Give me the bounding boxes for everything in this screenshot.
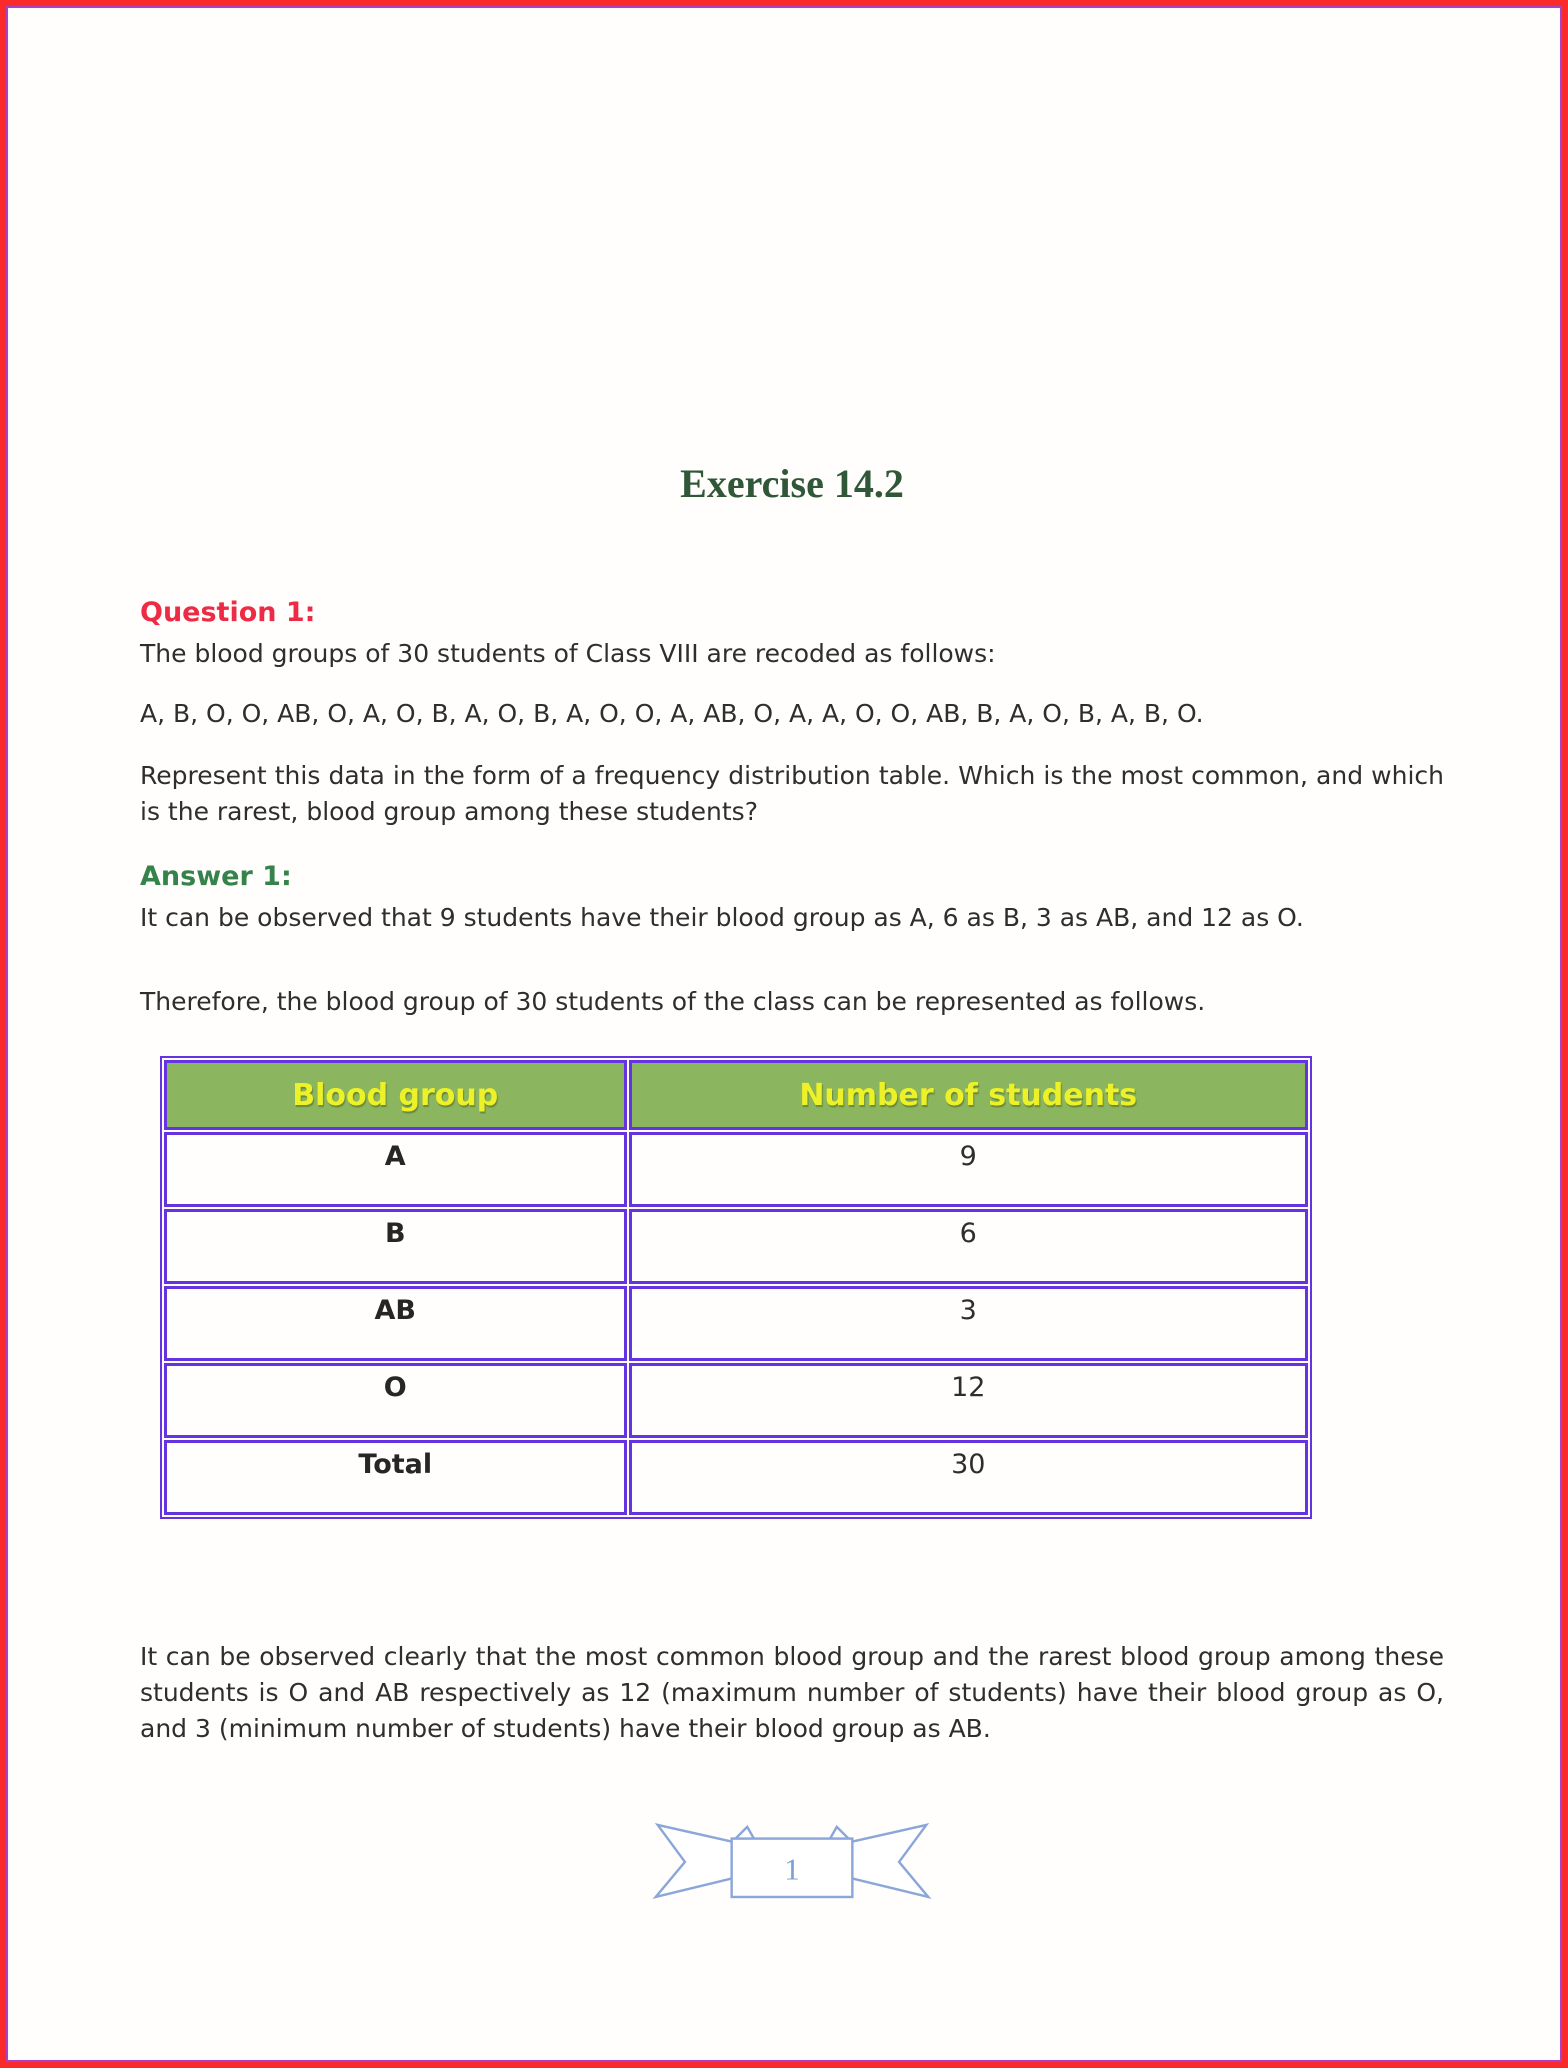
frequency-distribution-table — [160, 1056, 1312, 1519]
table-cell-group: AB — [164, 1286, 627, 1361]
table-cell-count: 9 — [629, 1132, 1309, 1207]
ribbon-banner-icon — [646, 1819, 938, 1901]
table-row — [164, 1286, 1308, 1361]
table-cell-group: Total — [164, 1440, 627, 1515]
table-cell-group: B — [164, 1209, 627, 1284]
table-row — [164, 1363, 1308, 1438]
page-inner-frame — [6, 6, 1562, 2062]
table-row — [164, 1209, 1308, 1284]
answer-heading: Answer 1: — [140, 861, 292, 892]
page-footer — [140, 1819, 1444, 1901]
table-header-number-of-students: Number of students — [629, 1060, 1309, 1130]
table-cell-group: A — [164, 1132, 627, 1207]
page-content — [8, 460, 1560, 1901]
table-cell-count: 12 — [629, 1363, 1309, 1438]
question-heading: Question 1: — [140, 597, 316, 628]
answer-therefore-text: Therefore, the blood group of 30 students of the class can be represented as follows. — [140, 987, 1206, 1016]
answer-observation-text: It can be observed that 9 students have their blood group as A, 6 as B, 3 as AB, and 12 as O. — [140, 903, 1304, 932]
question-intro-text: The blood groups of 30 students of Class VIII are recoded as follows: — [140, 639, 996, 668]
table-header-blood-group: Blood group — [164, 1060, 627, 1130]
page-number: 1 — [784, 1851, 800, 1887]
table-cell-count: 30 — [629, 1440, 1309, 1515]
question-task-text: Represent this data in the form of a frequency distribution table. Which is the most common, and which is the rarest, blood group among these students? — [140, 761, 1444, 826]
table-row — [164, 1132, 1308, 1207]
table-cell-group: O — [164, 1363, 627, 1438]
answer-conclusion-text: It can be observed clearly that the most common blood group and the rarest blood group among these students is O and AB respectively as 12 (maximum number of students) have their blood group as O, and 3 (minimum number of students) have their blood group as AB. — [140, 1642, 1444, 1743]
exercise-title: Exercise 14.2 — [680, 461, 904, 506]
table-cell-count: 3 — [629, 1286, 1309, 1361]
blood-group-raw-data: A, B, O, O, AB, O, A, O, B, A, O, B, A, O, O, A, AB, O, A, A, O, O, AB, B, A, O, B, A, B, O. — [140, 699, 1204, 728]
table-row — [164, 1440, 1308, 1515]
table-header-row — [164, 1060, 1308, 1130]
table-cell-count: 6 — [629, 1209, 1309, 1284]
